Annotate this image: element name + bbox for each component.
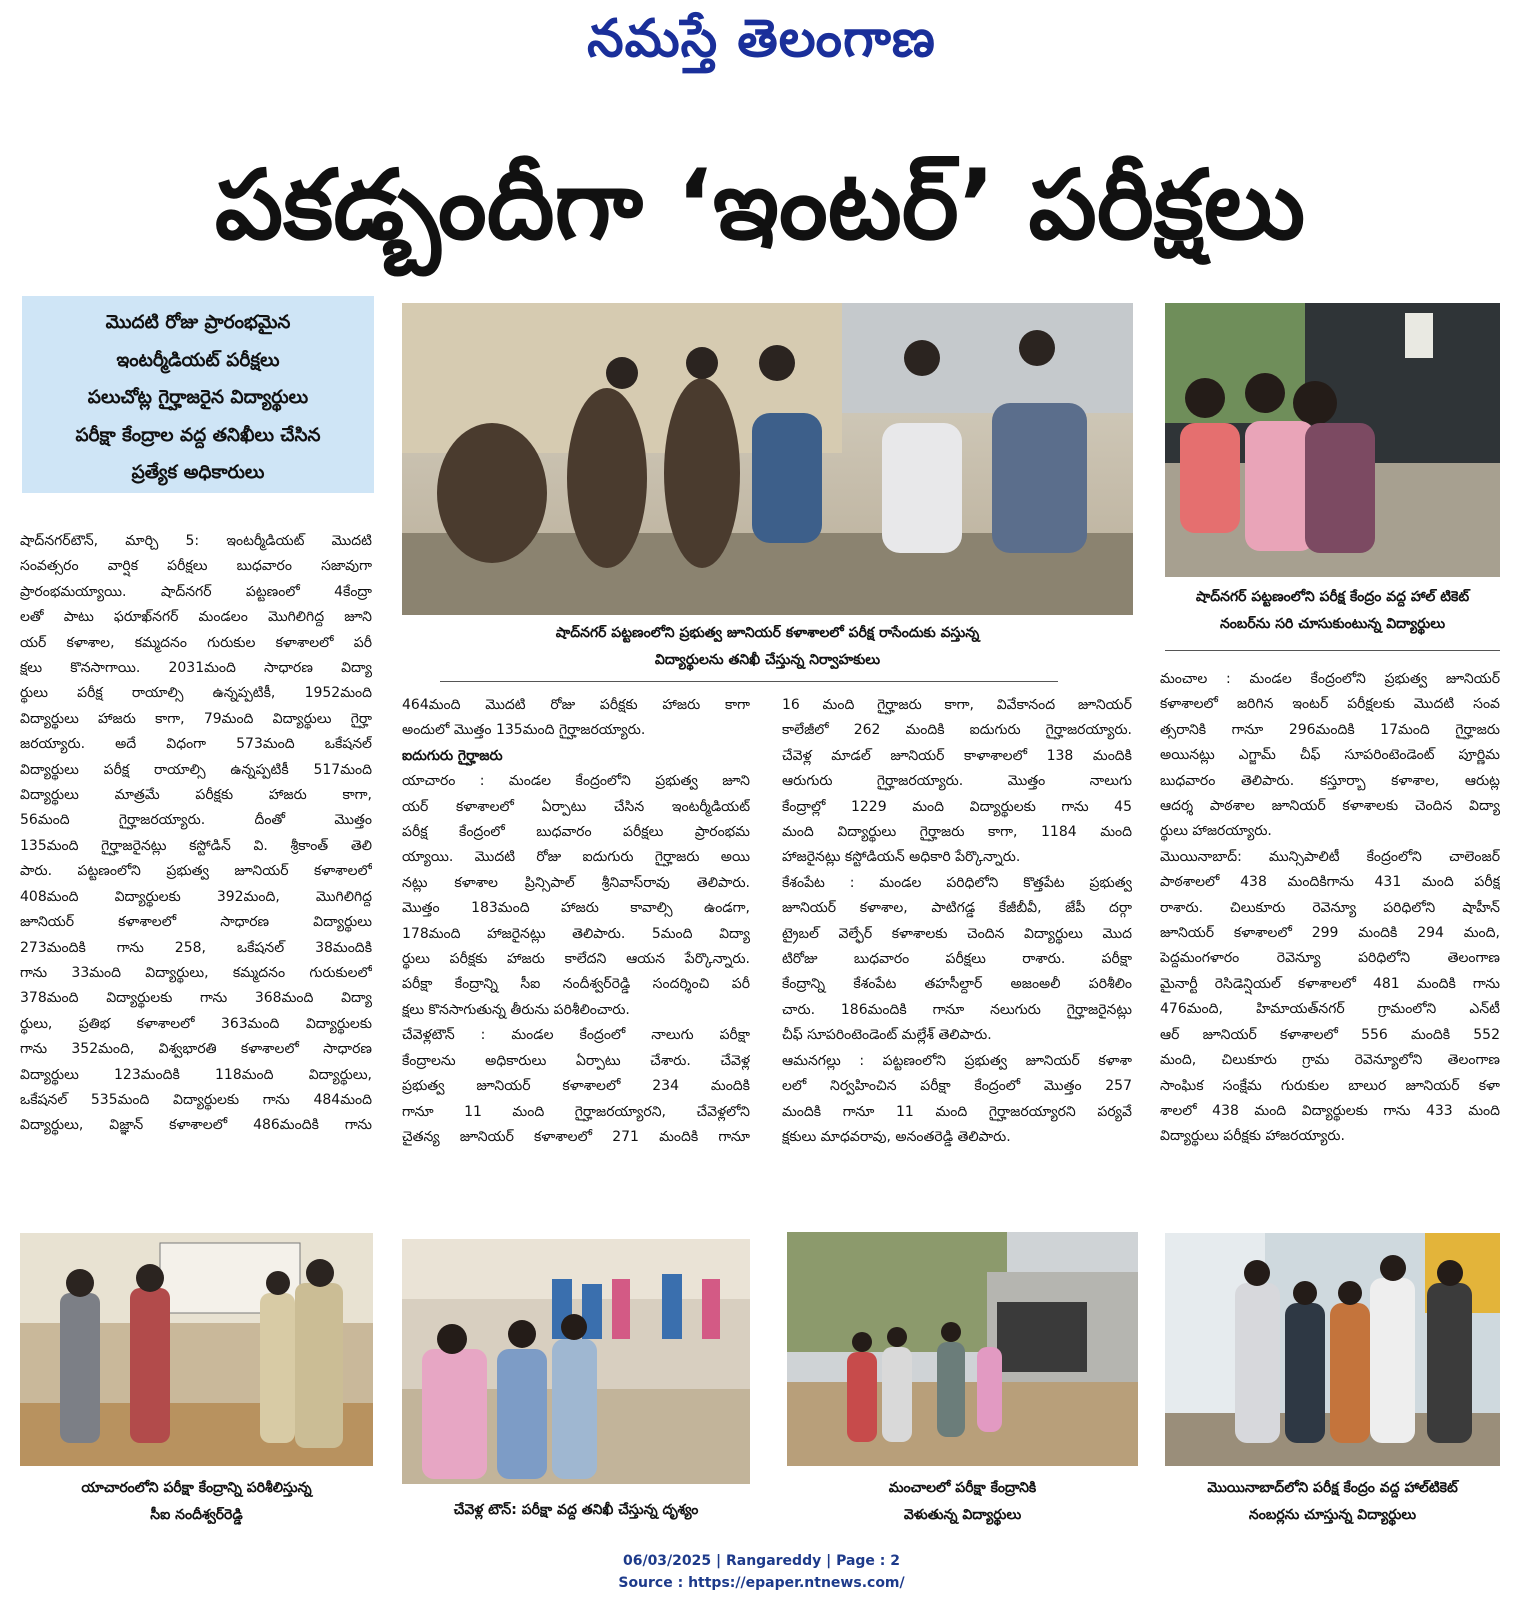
- manchala-caption: [787, 1475, 1138, 1529]
- highlight-line: పరీక్షా కేంద్రాల వద్ద తనిఖీలు చేసిన: [75, 424, 321, 446]
- text-line: పెద్దమంగళారం రెవెన్యూ పరిధిలోని తెలంగాణ: [1160, 950, 1500, 967]
- text-line: షాద్‌నగర్‌టౌన్, మార్చి 5: ఇంటర్మీడియట్ మొదటి: [20, 533, 372, 549]
- text-line: ర్థులు హాజరయ్యారు.: [1160, 823, 1272, 840]
- text-line: ట్రైబల్ వెల్ఫేర్ కళాశాలకు చెందిన విద్యార్థులు మొద: [782, 925, 1132, 942]
- caption-line: షాద్‌నగర్ పట్టణంలోని పరీక్ష కేంద్రం వద్ద హాల్ టికెట్: [1195, 589, 1470, 605]
- text-line: నట్లు కళాశాల ప్రిన్సిపాల్ శ్రీనివాస్‌రావు తెలిపారు.: [402, 874, 750, 891]
- source-link[interactable]: Source : https://epaper.ntnews.com/: [618, 1575, 905, 1591]
- caption-line: సీఐ నందీశ్వర్‌రెడ్డి: [150, 1507, 243, 1523]
- text-line: మైనార్టీ రెసిడెన్షియల్ కళాశాలలో 481 మందికి గాను: [1160, 975, 1500, 992]
- text-line: విద్యార్థులు పరీక్షకు హాజరయ్యారు.: [1160, 1128, 1345, 1145]
- hall-ticket-photo: [1165, 303, 1500, 577]
- text-line: ర్థులు పరీక్ష రాయాల్సి ఉన్నప్పటికీ, 1952మంది: [20, 685, 372, 702]
- article-column-1: [20, 529, 372, 1139]
- text-line: బుధవారం తెలిపారు. కస్తూర్బా కళాశాల, ఆరుట్ల: [1160, 772, 1500, 789]
- text-line: విద్యార్థులు పరీక్ష రాయాల్సి ఉన్నప్పటికీ 517మంది: [20, 761, 372, 778]
- text-line: మందికి గానూ 11 మంది గైర్హాజరయ్యారని పర్యవే: [782, 1103, 1132, 1120]
- text-line: జూనియర్ కళాశాలలో 299 మందికి 294 మంది,: [1160, 925, 1500, 942]
- page-headline: పకడ్బందీగా ‘ఇంటర్’ పరీక్షలు: [214, 149, 1306, 261]
- masthead-logo: నమస్తే తెలంగాణ: [587, 8, 936, 69]
- text-line: పరీక్ష కేంద్రంలో బుధవారం పరీక్షలు ప్రారంభమ: [402, 824, 750, 841]
- text-line: పాఠశాలలో 438 మందికిగాను 431 మంది పరీక్ష: [1160, 874, 1500, 891]
- text-line: ఆరుగురు గైర్హాజరయ్యారు. మొత్తం నాలుగు: [782, 773, 1132, 790]
- text-line: జూనియర్ కళాశాలలో సాధారణ విద్యార్థులు: [20, 914, 372, 931]
- text-line: కాలేజీలో 262 మందికి ఐదుగురు గైర్హాజరయ్యారు.: [782, 722, 1132, 739]
- text-line: కళాశాలలో జరిగిన ఇంటర్ పరీక్షలకు మొదటి సంవ: [1160, 696, 1500, 713]
- yacharam-caption: [20, 1475, 373, 1529]
- caption-line: షాద్‌నగర్ పట్టణంలోని ప్రభుత్వ జూనియర్ కళాశాలలో పరీక్ష రాసేందుకు వస్తున్న: [555, 625, 980, 641]
- text-line: 464మంది మొదటి రోజు పరీక్షకు హాజరు కాగా: [402, 697, 750, 713]
- text-line: రాశారు. చిలుకూరు రెవెన్యూ పరిధిలోని షాహీన్: [1160, 899, 1500, 916]
- text-line: జరయ్యారు. అదే విధంగా 573మంది ఒకేషనల్: [20, 736, 372, 753]
- caption-line: నంబర్‌ను సరి చూసుకుంటున్న విద్యార్థులు: [1219, 616, 1446, 632]
- text-line: చేవెళ్ల మాడల్ జూనియర్ కాళాశాలలో 138 మందికి: [782, 747, 1132, 764]
- text-line: చీఫ్ సూపరింటెండెంట్ మల్లేశ్ తెలిపారు.: [782, 1027, 992, 1044]
- text-line: లలో నిర్వహించిన పరీక్షా కేంద్రంలో మొత్తం 257: [782, 1078, 1132, 1095]
- text-line: టిరోజు బుధవారం పరీక్షలు రాశారు. పరీక్షా: [782, 951, 1132, 968]
- text-line: మొయినాబాద్: మున్సిపాలిటీ కేంద్రంలోని చాలెంజర్: [1160, 848, 1500, 865]
- text-line: కేశంపేట : మండల పరిధిలోని కొత్తపేట ప్రభుత్వ: [782, 874, 1132, 891]
- manchala-photo: [787, 1232, 1138, 1466]
- text-line: 408మంది విద్యార్థులకు 392మంది, మొగిలిగిద్ద: [20, 888, 372, 905]
- text-line: ఆర్ జూనియర్ కళాశాలలో 556 మందికి 552: [1160, 1026, 1500, 1043]
- highlight-line: ఇంటర్మీడియట్ పరీక్షలు: [116, 349, 280, 371]
- text-line: విద్యార్థులు, విజ్ఞాన్ కళాశాలలో 486మందికి గాను: [20, 1117, 372, 1134]
- highlight-line: ప్రత్యేక అధికారులు: [131, 462, 265, 483]
- subheading: ఐదుగురు గైర్హాజరు: [402, 747, 503, 764]
- divider-rule: [440, 681, 1058, 682]
- text-line: లతో పాటు ఫరూఖ్‌నగర్ మండలం మొగిలిగిద్ద జూని: [20, 609, 372, 626]
- text-line: ప్రభుత్వ జూనియర్ కళాశాలలో 234 మందికి: [402, 1078, 750, 1095]
- text-line: అయినట్లు ఎగ్జామ్ చీఫ్ సూపరింటెండెంట్ పూర్ణిమ: [1160, 747, 1500, 764]
- divider-rule: [1165, 650, 1500, 651]
- text-line: హాజరైనట్లు కస్టోడియన్ అధికారి పేర్కొన్నారు.: [782, 849, 1021, 866]
- text-line: 476మంది, హిమాయత్‌నగర్ గ్రామంలోని ఎన్‌టీ: [1160, 1001, 1500, 1018]
- text-line: ప్రారంభమయ్యాయి. షాద్‌నగర్ పట్టణంలో 4కేంద్రా: [20, 583, 372, 600]
- caption-line: నంబర్లను చూస్తున్న విద్యార్థులు: [1248, 1507, 1417, 1523]
- main-photo-caption: [402, 620, 1133, 674]
- caption-line: వెళుతున్న విద్యార్థులు: [903, 1507, 1022, 1523]
- text-line: క్షలు కొనసాగుతున్న తీరును పరిశీలించారు.: [402, 1001, 630, 1018]
- text-line: చేవెళ్లటౌన్ : మండల కేంద్రంలో నాలుగు పరీక్షా: [402, 1027, 750, 1044]
- text-line: గాను 33మంది విద్యార్థులు, కమ్మదనం గురుకులలో: [20, 964, 372, 981]
- text-line: క్షకులు మాధవరావు, అనంతరెడ్డి తెలిపారు.: [782, 1128, 1011, 1145]
- text-line: 378మంది విద్యార్థులకు గాను 368మంది విద్యా: [20, 990, 372, 1007]
- main-photo: [402, 303, 1133, 615]
- text-line: 56మంది గైర్హాజరయ్యారు. దీంతో మొత్తం: [20, 812, 372, 829]
- text-line: పారు. పట్టణంలోని ప్రభుత్వ జూనియర్ కళాశాలలో: [20, 863, 372, 880]
- chevella-photo: [402, 1239, 750, 1484]
- text-line: ర్థులు పరీక్షకు హాజరు కాలేదని ఆయన పేర్కొన్నారు.: [402, 951, 750, 968]
- text-line: అందులో మొత్తం 135మంది గైర్హాజరయ్యారు.: [402, 722, 646, 739]
- text-line: ర్థులు, ప్రతిభ కళాశాలలో 363మంది విద్యార్థులకు: [20, 1015, 372, 1032]
- text-line: 273మందికి గాను 258, ఒకేషనల్ 38మందికి: [20, 939, 372, 956]
- text-line: ఆదర్శ పాఠశాల జూనియర్ కళాశాలకు చెందిన విద్యా: [1160, 798, 1500, 815]
- article-column-2: [402, 693, 750, 1150]
- chevella-caption: [402, 1497, 750, 1524]
- caption-line: యాచారంలోని పరీక్షా కేంద్రాన్ని పరిశీలిస్తున్న: [81, 1480, 312, 1496]
- text-line: విద్యార్థులు మాత్రమే పరీక్షకు హాజరు కాగా,: [20, 787, 372, 804]
- highlights-box: [22, 296, 374, 493]
- text-line: 135మంది గైర్హాజరైనట్లు కస్టోడిన్ వి. శ్రీకాంత్ తెలి: [20, 837, 372, 854]
- text-line: పరీక్షా కేంద్రాన్ని సీఐ నందీశ్వర్‌రెడ్డి సందర్శించి పరీ: [402, 976, 750, 993]
- caption-line: చేవెళ్ల టౌన్: పరీక్షా వద్ద తనిఖీ చేస్తున్న దృశ్యం: [453, 1502, 699, 1518]
- footer-info: 06/03/2025 | Rangareddy | Page : 2: [622, 1553, 901, 1569]
- text-line: శాలలో 438 మంది విద్యార్థులకు గాను 433 మంది: [1160, 1102, 1500, 1119]
- text-line: ఆమనగల్లు : పట్టణంలోని ప్రభుత్వ జూనియర్ కళాశా: [782, 1052, 1132, 1069]
- text-line: యాచారం : మండల కేంద్రంలోని ప్రభుత్వ జూని: [402, 773, 750, 790]
- text-line: 16 మంది గైర్హాజరు కాగా, వివేకానంద జూనియర్: [782, 697, 1132, 713]
- text-line: యర్ కళాశాల, కమ్మదనం గురుకుల కళాశాలలో పరీ: [20, 634, 372, 651]
- text-line: కేంద్రాలను అధికారులు ఏర్పాటు చేశారు. చేవెళ్ల: [402, 1052, 750, 1069]
- text-line: క్షలు కొనసాగాయి. 2031మంది సాధారణ విద్యా: [20, 660, 372, 677]
- text-line: చైతన్య జూనియర్ కళాశాలలో 271 మందికి గానూ: [402, 1128, 750, 1145]
- highlight-line: మొదటి రోజు ప్రారంభమైన: [105, 312, 291, 333]
- highlight-line: పలుచోట్ల గైర్హాజరైన విద్యార్థులు: [87, 387, 309, 408]
- text-line: కేంద్రాన్ని కేశంపేట తహసీల్దార్ అజంఅలీ పరిశీలిం: [782, 976, 1132, 993]
- text-line: గానూ 11 మంది గైర్హాజరయ్యారని, చేవెళ్లలోని: [402, 1103, 750, 1120]
- caption-line: మంచాలలో పరీక్షా కేంద్రానికి: [888, 1480, 1037, 1496]
- text-line: చారు. 186మందికి గానూ నలుగురు గైర్హాజరైనట్లు: [782, 1001, 1132, 1018]
- article-column-3: [782, 693, 1132, 1150]
- yacharam-photo: [20, 1233, 373, 1466]
- text-line: 178మంది హాజరైనట్లు తెలిపారు. 5మంది విద్యా: [402, 925, 750, 942]
- moinabad-photo: [1165, 1233, 1500, 1466]
- text-line: ఒకేషనల్ 535మంది విద్యార్థులకు గాను 484మంది: [20, 1091, 372, 1108]
- text-line: మొత్తం 183మంది హాజరు కావాల్సి ఉండగా,: [402, 900, 750, 917]
- text-line: య్యాయి. మొదటి రోజు ఐదుగురు గైర్హాజరు అయి: [402, 849, 750, 866]
- text-line: సాంఘిక సంక్షేమ గురుకుల బాలుర జూనియర్ కళా: [1160, 1077, 1500, 1094]
- text-line: మంది, చిలుకూరు గ్రామ రెవెన్యూలోని తెలంగాణ: [1160, 1052, 1500, 1069]
- text-line: మంది విద్యార్థులు గైర్హాజరు కాగా, 1184 మంది: [782, 824, 1132, 841]
- text-line: యర్ కళాశాలలో ఏర్పాటు చేసిన ఇంటర్మీడియట్: [402, 798, 750, 815]
- text-line: మంచాల : మండల కేంద్రంలోని ప్రభుత్వ జూనియర్: [1160, 671, 1500, 687]
- text-line: జూనియర్ కళాశాల, పాటిగడ్డ కేజీబీవీ, జేపీ దర్గా: [782, 900, 1132, 917]
- text-line: గాను 352మంది, విశ్వభారతి కళాశాలలో సాధారణ: [20, 1041, 372, 1058]
- moinabad-caption: [1165, 1475, 1500, 1529]
- text-line: సంవత్సరం వార్షిక పరీక్షలు బుధవారం సజావుగా: [20, 558, 372, 575]
- text-line: విద్యార్థులు 123మందికి 118మంది విద్యార్థులు,: [20, 1066, 372, 1083]
- hall-ticket-caption: [1165, 584, 1500, 638]
- text-line: త్సరానికి గానూ 296మందికి 17మంది గైర్హాజరు: [1160, 721, 1500, 738]
- article-column-4: [1160, 667, 1500, 1150]
- caption-line: మొయినాబాద్‌లోని పరీక్ష కేంద్రం వద్ద హాల్‌టికెట్: [1207, 1480, 1458, 1496]
- caption-line: విద్యార్థులను తనిఖీ చేస్తున్న నిర్వాహకులు: [654, 652, 881, 668]
- text-line: కేంద్రాల్లో 1229 మంది విద్యార్థులకు గాను 45: [782, 798, 1132, 815]
- text-line: విద్యార్థులు హాజరు కాగా, 79మంది విద్యార్థులు గైర్హా: [20, 710, 372, 727]
